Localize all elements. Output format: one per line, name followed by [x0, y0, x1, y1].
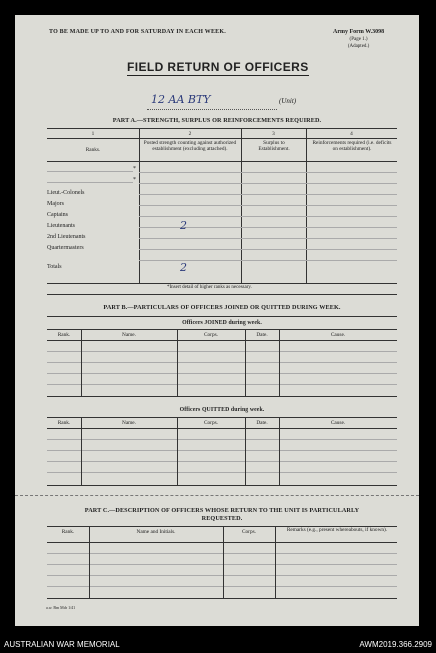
- part-a-row-rule: [139, 249, 397, 250]
- part-c-row-rule: [47, 586, 397, 587]
- part-a-note-rule: [47, 294, 397, 295]
- col-head-ranks: Ranks.: [85, 147, 101, 153]
- part-c-row-rule: [47, 564, 397, 565]
- part-c-col-name: Name and Initials.: [136, 529, 176, 535]
- col-number-1: 1: [91, 131, 95, 137]
- lieutenants-value: 2: [180, 219, 187, 232]
- joined-col-divider: [81, 329, 82, 396]
- quitted-row-rule: [47, 439, 397, 440]
- form-number: [333, 29, 384, 50]
- higher-rank-star-2: *: [133, 177, 136, 183]
- quitted-bottom-rule: [47, 485, 397, 486]
- quitted-col-divider: [279, 417, 280, 485]
- joined-head-rule: [47, 340, 397, 341]
- quitted-row-rule: [47, 450, 397, 451]
- part-b-top-rule: [47, 316, 397, 317]
- part-c-head-rule: [47, 542, 397, 543]
- part-a-row-rule: [139, 194, 397, 195]
- quitted-col-divider: [81, 417, 82, 485]
- quitted-head-rule: [47, 428, 397, 429]
- joined-row-rule: [47, 351, 397, 352]
- rank-2nd-lieutenants: 2nd Lieutenants: [47, 234, 86, 240]
- part-a-num-rule: [47, 138, 397, 139]
- joined-col-cause: Cause.: [330, 332, 346, 338]
- quitted-title: Officers QUITTED during week.: [179, 407, 265, 413]
- quitted-col-divider: [245, 417, 246, 485]
- part-c-bottom-rule: [47, 598, 397, 599]
- footer-institution: AUSTRALIAN WAR MEMORIAL: [4, 640, 120, 649]
- joined-col-divider: [177, 329, 178, 396]
- part-c-col-divider: [275, 526, 276, 598]
- part-b-title: PART B.—PARTICULARS OF OFFICERS JOINED OR QUITTED DURING WEEK.: [103, 304, 341, 311]
- part-c-title-line2: REQUESTED.: [201, 515, 243, 522]
- quitted-col-name: Name.: [122, 420, 136, 426]
- part-c-col-rank: Rank.: [61, 529, 75, 535]
- col-head-surplus: Surplus to Establishment.: [258, 140, 290, 152]
- rank-captains: Captains: [47, 212, 68, 218]
- quitted-col-date: Date.: [256, 420, 268, 426]
- quitted-col-divider: [177, 417, 178, 485]
- quitted-row-rule: [47, 461, 397, 462]
- part-c-col-divider: [223, 526, 224, 598]
- quitted-col-rank: Rank.: [57, 420, 71, 426]
- part-a-note: *Insert detail of higher ranks as necessary.: [167, 285, 252, 290]
- part-c-title: [47, 507, 397, 523]
- header-instruction: TO BE MADE UP TO AND FOR SATURDAY IN EACH WEEK.: [49, 29, 226, 35]
- joined-bottom-rule: [47, 396, 397, 397]
- rank-lieut-colonels: Lieut.-Colonels: [47, 190, 85, 196]
- print-code: a.w. Bm Mdr 1/41: [46, 605, 76, 610]
- joined-col-divider: [245, 329, 246, 396]
- form-adapted-label: (Adapted.): [347, 44, 370, 49]
- col-head-reinforcements: Reinforcements required (i.e. deficits on establishment).: [312, 140, 392, 152]
- part-a-top-rule: [47, 128, 397, 129]
- part-a-row-rule: [139, 183, 397, 184]
- page-title: FIELD RETURN OF OFFICERS: [127, 60, 309, 74]
- footer-accession-number: AWM2019.366.2909: [359, 640, 432, 649]
- form-page-label: (Page 1.): [349, 37, 368, 42]
- rank-lieutenants: Lieutenants: [47, 223, 75, 229]
- rank-quartermasters: Quartermasters: [47, 245, 84, 251]
- part-c-col-corps: Corps.: [242, 529, 256, 535]
- joined-col-rank: Rank.: [57, 332, 71, 338]
- joined-col-name: Name.: [122, 332, 136, 338]
- rank-majors: Majors: [47, 201, 64, 207]
- part-c-title-line1: PART C.—DESCRIPTION OF OFFICERS WHOSE RETURN TO THE UNIT IS PARTICULARLY: [84, 507, 360, 514]
- joined-title: Officers JOINED during week.: [182, 320, 262, 326]
- col-head-posted-strength: Posted strength counting against authorized establishment (excluding attached).: [143, 140, 237, 152]
- part-c-col-divider: [89, 526, 90, 598]
- unit-handwritten: 12 AA BTY: [151, 93, 211, 106]
- part-a-row-rule: [139, 238, 397, 239]
- col-number-4: 4: [350, 131, 353, 137]
- part-a-row-rule: [139, 216, 397, 217]
- higher-rank-star-1: *: [133, 166, 136, 172]
- part-a-row-rule: [139, 227, 397, 228]
- quitted-col-cause: Cause.: [330, 420, 346, 426]
- part-c-row-rule: [47, 553, 397, 554]
- joined-col-corps: Corps.: [204, 332, 218, 338]
- totals-value: 2: [180, 261, 187, 274]
- part-a-row-rule: [139, 172, 397, 173]
- quitted-row-rule: [47, 472, 397, 473]
- part-a-bottom-rule: [47, 283, 397, 284]
- joined-col-date: Date.: [256, 332, 268, 338]
- joined-row-rule: [47, 384, 397, 385]
- part-a-row-rule: [139, 260, 397, 261]
- part-a-head-rule: [47, 161, 397, 162]
- joined-col-divider: [279, 329, 280, 396]
- joined-head-rule-top: [47, 329, 397, 330]
- joined-row-rule: [47, 373, 397, 374]
- totals-label: Totals: [47, 264, 62, 270]
- higher-rank-line: [47, 171, 133, 172]
- joined-row-rule: [47, 362, 397, 363]
- unit-label: (Unit): [279, 97, 297, 105]
- part-a-title: PART A.—STRENGTH, SURPLUS OR REINFORCEMENTS REQUIRED.: [112, 117, 322, 124]
- col-number-3: 3: [272, 131, 275, 137]
- col-number-2: 2: [188, 131, 192, 137]
- part-a-row-rule: [139, 205, 397, 206]
- part-c-row-rule: [47, 575, 397, 576]
- form-page: [15, 15, 419, 626]
- quitted-col-corps: Corps.: [204, 420, 218, 426]
- perforation-line: [15, 495, 419, 496]
- part-c-col-remarks: Remarks (e.g., present whereabouts, if known).: [286, 527, 388, 533]
- higher-rank-line: [47, 182, 133, 183]
- quitted-head-rule-top: [47, 417, 397, 418]
- form-code: Army Form W.3098: [333, 29, 385, 35]
